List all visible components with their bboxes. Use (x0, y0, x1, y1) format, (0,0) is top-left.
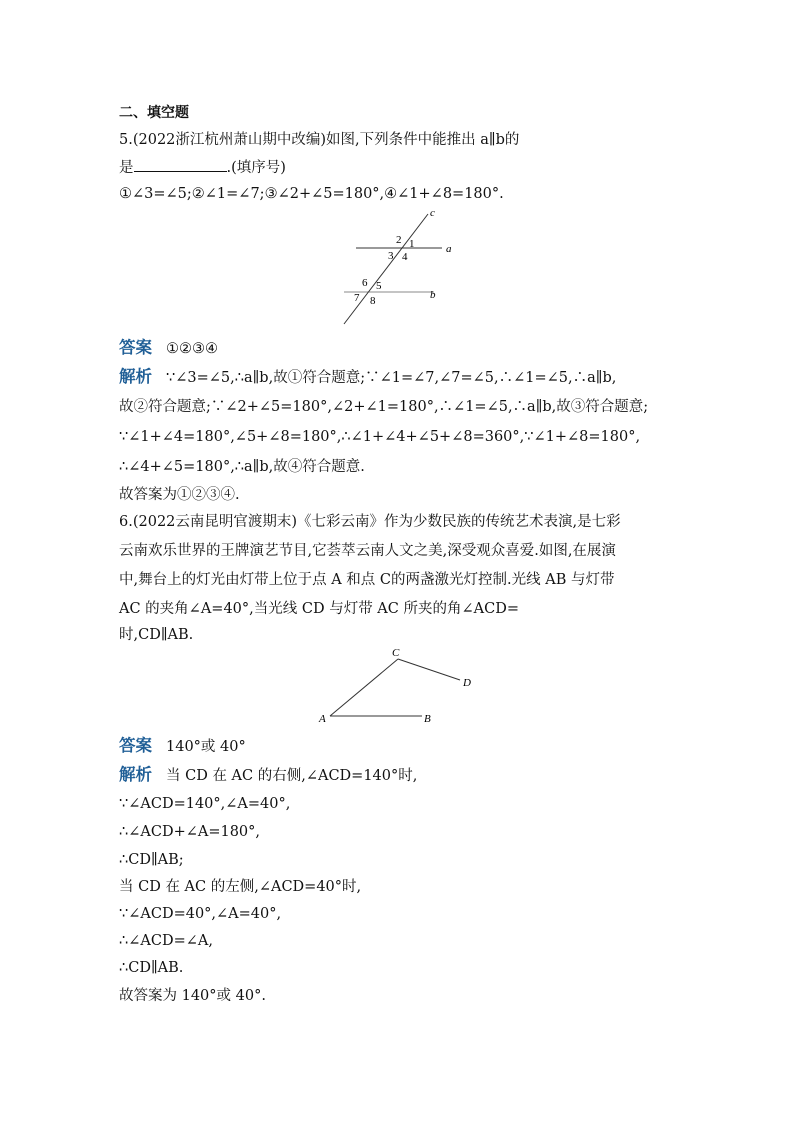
q5-answer-label: 答案 (119, 338, 152, 357)
label-c: c (430, 207, 435, 219)
q5-analysis-line-1 (119, 367, 616, 388)
label-7: 7 (354, 292, 360, 304)
label-3: 3 (388, 250, 394, 262)
label-6: 6 (362, 277, 368, 289)
segment-ac (330, 659, 398, 716)
q6-analysis-line-9: 故答案为 140°或 40°. (119, 988, 266, 1004)
label-point-a: A (319, 713, 326, 725)
label-point-d: D (463, 677, 471, 689)
q5-stem-line-1: 5.(2022浙江杭州萧山期中改编)如图,下列条件中能推出 a∥b的 (119, 132, 520, 148)
q5-analysis-label: 解析 (119, 367, 152, 386)
q6-analysis-line-4: ∴CD∥AB; (119, 852, 184, 868)
q6-analysis-line-6: ∵∠ACD=40°,∠A=40°, (119, 906, 282, 922)
q6-stem-line-5: 时,CD∥AB. (119, 627, 194, 643)
q6-analysis-line-2: ∵∠ACD=140°,∠A=40°, (119, 796, 291, 812)
segment-cd (398, 659, 460, 680)
q6-analysis-line-8: ∴CD∥AB. (119, 960, 184, 976)
q5-answer-value: ①②③④ (166, 341, 218, 357)
q5-answer-blank (134, 157, 227, 172)
q5-conclusion: 故答案为①②③④. (119, 487, 240, 503)
q6-analysis-line-7: ∴∠ACD=∠A, (119, 933, 213, 949)
q6-stem-line-1: 6.(2022云南昆明官渡期末)《七彩云南》作为少数民族的传统艺术表演,是七彩 (119, 514, 621, 530)
q6-analysis-label: 解析 (119, 765, 152, 784)
q6-analysis-line-5: 当 CD 在 AC 的左侧,∠ACD=40°时, (119, 879, 362, 895)
label-b: b (430, 289, 436, 301)
label-point-b: B (424, 713, 431, 725)
label-4: 4 (402, 251, 408, 263)
q5-analysis-line-4: ∴∠4+∠5=180°,∴a∥b,故④符合题意. (119, 459, 365, 475)
label-point-c: C (392, 647, 400, 659)
line-c (344, 214, 428, 324)
q6-analysis-text-1: 当 CD 在 AC 的右侧,∠ACD=140°时, (166, 768, 418, 784)
label-1: 1 (409, 238, 415, 250)
q6-analysis-line-3: ∴∠ACD+∠A=180°, (119, 824, 261, 840)
q6-answer-value: 140°或 40° (166, 739, 246, 755)
q5-analysis-line-2: 故②符合题意;∵∠2+∠5=180°,∠2+∠1=180°,∴∠1=∠5,∴a∥b,故③符合题意; (119, 399, 649, 415)
label-a: a (446, 243, 452, 255)
q6-answer-row (119, 736, 246, 757)
q5-parallel-lines-figure (338, 206, 462, 328)
label-8: 8 (370, 295, 376, 307)
q6-answer-label: 答案 (119, 736, 152, 755)
q5-stem-prefix: 是 (119, 160, 134, 176)
q5-stem-line-2 (119, 157, 286, 178)
q5-answer-row (119, 338, 218, 359)
q5-options: ①∠3=∠5;②∠1=∠7;③∠2+∠5=180°,④∠1+∠8=180°. (119, 186, 504, 202)
q5-stem-suffix: .(填序号) (226, 160, 286, 176)
q5-analysis-line-3: ∵∠1+∠4=180°,∠5+∠8=180°,∴∠1+∠4+∠5+∠8=360°,∵∠1+∠8=180°, (119, 429, 641, 445)
label-2: 2 (396, 234, 402, 246)
q6-light-angle-figure (314, 642, 480, 730)
q5-analysis-text-1: ∵∠3=∠5,∴a∥b,故①符合题意;∵∠1=∠7,∠7=∠5,∴∠1=∠5,∴a∥b, (166, 370, 617, 386)
label-5: 5 (376, 280, 382, 292)
q6-stem-line-2: 云南欢乐世界的王牌演艺节目,它荟萃云南人文之美,深受观众喜爱.如图,在展演 (119, 543, 616, 559)
q6-stem-line-3: 中,舞台上的灯光由灯带上位于点 A 和点 C的两盏激光灯控制.光线 AB 与灯带 (119, 572, 615, 588)
q6-stem-line-4: AC 的夹角∠A=40°,当光线 CD 与灯带 AC 所夹的角∠ACD= (119, 601, 519, 617)
section-title: 二、填空题 (119, 105, 189, 121)
q6-analysis-line-1 (119, 765, 417, 786)
